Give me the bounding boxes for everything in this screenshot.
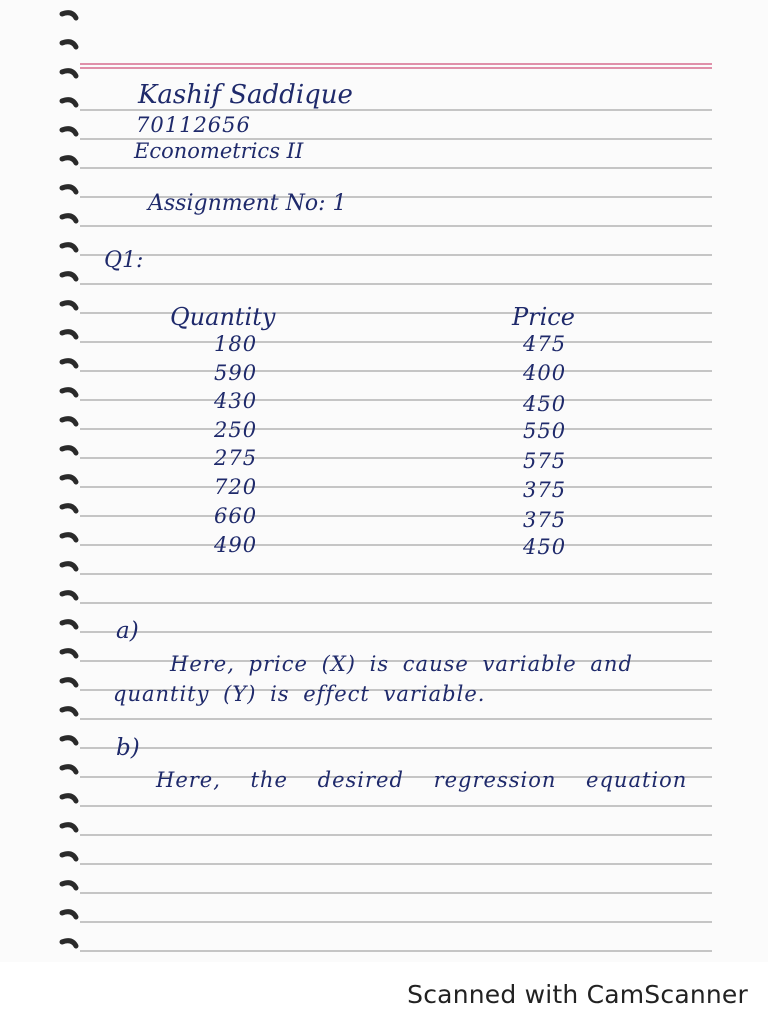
spiral-ring (62, 158, 76, 163)
spiral-ring (62, 796, 76, 801)
spiral-ring (62, 187, 76, 192)
spiral-ring (62, 854, 76, 859)
spiral-ring (62, 564, 76, 569)
spiral-ring (62, 709, 76, 714)
spiral-ring (62, 593, 76, 598)
student-name: Kashif Saddique (138, 80, 353, 110)
spiral-ring (62, 332, 76, 337)
part-b-answer-line-1: Here, the desired regression equation (156, 768, 688, 792)
spiral-ring (62, 825, 76, 830)
price-cell: 450 (523, 392, 567, 416)
assignment-title: Assignment No: 1 (148, 191, 347, 216)
column-header-price: Price (512, 303, 575, 331)
spiral-ring (62, 738, 76, 743)
quantity-cell: 250 (214, 418, 258, 442)
spiral-ring (62, 303, 76, 308)
price-cell: 375 (523, 478, 567, 502)
course-name: Econometrics II (134, 139, 304, 163)
quantity-cell: 430 (214, 389, 258, 413)
part-b-label: b) (116, 735, 140, 761)
spiral-ring (62, 100, 76, 105)
spiral-ring (62, 651, 76, 656)
roll-number: 70112656 (136, 113, 251, 137)
question-label: Q1: (104, 248, 144, 273)
column-header-quantity: Quantity (170, 303, 276, 331)
price-cell: 375 (523, 508, 567, 532)
spiral-ring (62, 448, 76, 453)
spiral-ring (62, 680, 76, 685)
scanner-watermark: Scanned with CamScanner (407, 980, 748, 1009)
spiral-ring (62, 419, 76, 424)
spiral-ring (62, 216, 76, 221)
spiral-ring (62, 390, 76, 395)
spiral-ring (62, 535, 76, 540)
spiral-ring (62, 42, 76, 47)
part-a-answer-line-1: Here, price (X) is cause variable and (170, 652, 633, 676)
price-cell: 575 (523, 449, 567, 473)
price-cell: 475 (523, 332, 567, 356)
spiral-ring (62, 941, 76, 946)
quantity-cell: 490 (214, 533, 258, 557)
spiral-ring (62, 506, 76, 511)
quantity-cell: 660 (214, 504, 258, 528)
spiral-ring (62, 912, 76, 917)
quantity-cell: 590 (214, 361, 258, 385)
part-a-answer-line-2: quantity (Y) is effect variable. (113, 682, 486, 706)
spiral-ring (62, 71, 76, 76)
quantity-cell: 720 (214, 475, 258, 499)
spiral-ring (62, 361, 76, 366)
spiral-ring (62, 622, 76, 627)
spiral-ring (62, 13, 76, 18)
spiral-binding (0, 0, 100, 962)
spiral-ring (62, 245, 76, 250)
spiral-ring (62, 767, 76, 772)
spiral-ring (62, 274, 76, 279)
part-a-label: a) (116, 618, 139, 644)
quantity-cell: 180 (214, 332, 258, 356)
price-cell: 550 (523, 419, 567, 443)
spiral-ring (62, 477, 76, 482)
price-cell: 400 (523, 361, 567, 385)
spiral-ring (62, 883, 76, 888)
quantity-cell: 275 (214, 446, 258, 470)
price-cell: 450 (523, 535, 567, 559)
spiral-ring (62, 129, 76, 134)
